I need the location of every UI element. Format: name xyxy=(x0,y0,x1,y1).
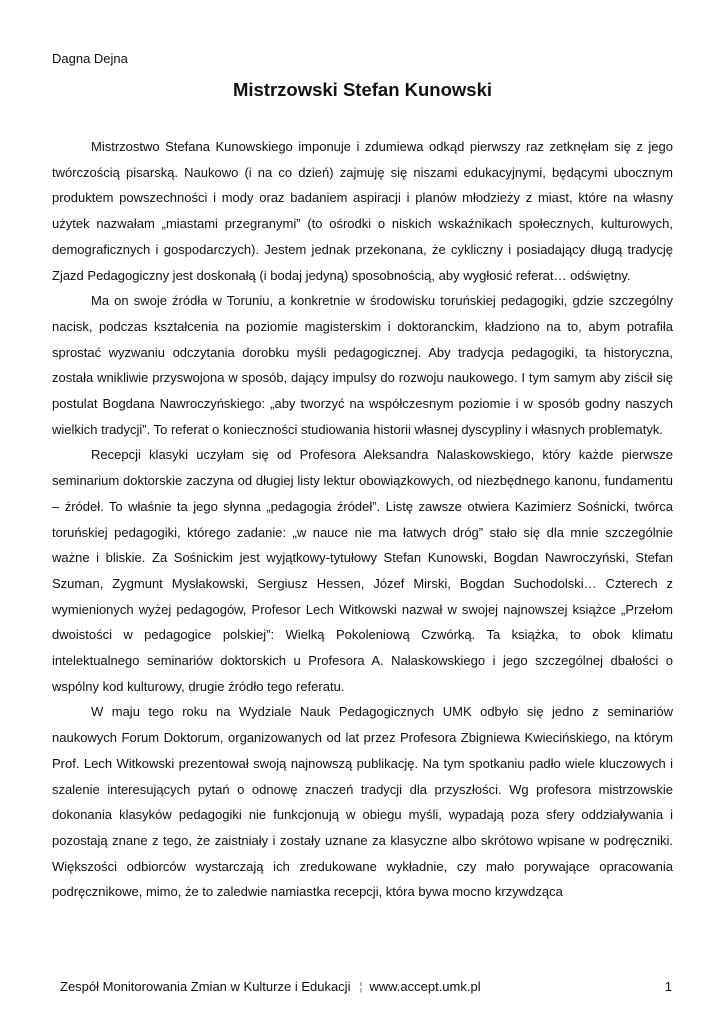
author-name: Dagna Dejna xyxy=(52,51,128,66)
footer-website: www.accept.umk.pl xyxy=(369,979,481,994)
document-body xyxy=(52,134,673,934)
paragraph: Mistrzostwo Stefana Kunowskiego imponuje i zdumiewa odkąd pierwszy raz zetknęłam się z jego twórczością pisarską. Naukowo (i na co dzień) zajmuję się niszami edukacyjnymi, będącymi ubocznym produktem powszechności i mody oraz badaniem aspiracji i planów młodzieży z miast, które na własny użytek nazwałam „miastami przegranymi” (to ośrodki o niskich wskaźnikach społecznych, kulturowych, demograficznych i gospodarczych). Jestem jednak przekonana, że cykliczny i posiadający długą tradycję Zjazd Pedagogiczny jest doskonałą (i bodaj jedyną) sposobnością, aby wygłosić referat… odświętny. xyxy=(52,139,673,283)
paragraph: W maju tego roku na Wydziale Nauk Pedagogicznych UMK odbyło się jedno z seminariów naukowych Forum Doktorum, organizowanych od lat przez Profesora Zbigniewa Kwiecińskiego, na którym Prof. Lech Witkowski prezentował swoją najnowszą publikację. Na tym spotkaniu padło wiele kluczowych i szalenie interesujących pytań o odnowę znaczeń tradycji dla przyszłości. Wg profesora mistrzowskie dokonania klasyków pedagogiki nie funkcjonują w obiegu myśli, wypadają poza sfery oddziaływania i pozostają znane z tego, że zaistniały i zostały uznane za klasyczne albo skrótowo wpisane w podręczniki. Większości odbiorców wystarczają ich zredukowane wykładnie, czy mało porywające opracowania podręcznikowe, mimo, że to zaledwie namiastka recepcji, która bywa mocno krzywdząca xyxy=(52,704,673,900)
paragraph: Ma on swoje źródła w Toruniu, a konkretnie w środowisku toruńskiej pedagogiki, gdzie szczególny nacisk, podczas kształcenia na poziomie magisterskim i doktoranckim, kładziono na to, abym potrafiła sprostać wyzwaniu odczytania dorobku myśli pedagogicznej. Aby tradycja pedagogiki, ta historyczna, została wnikliwie przyswojona w sposób, dający impulsy do rozwoju naukowego. I tym samym aby ziścił się postulat Bogdana Nawroczyńskiego: „aby tworzyć na współczesnym poziomie i w sposób godny naszych wielkich tradycji”. To referat o konieczności studiowania historii własnej dyscypliny i własnych problematyk. xyxy=(52,293,673,437)
footer-separator: ¦ xyxy=(359,981,363,993)
page-footer xyxy=(60,978,672,996)
document-title: Mistrzowski Stefan Kunowski xyxy=(232,79,493,100)
paragraph: Recepcji klasyki uczyłam się od Profesora Aleksandra Nalaskowskiego, który każde pierwsze seminarium doktorskie zaczyna od długiej listy lektur obowiązkowych, od niezbędnego kanonu, fundamentu – źródeł. To właśnie ta jego słynna „pedagogia źródeł”. Listę zawsze otwiera Kazimierz Sośnicki, twórca toruńskiej pedagogiki, którego zadanie: „w nauce nie ma łatwych dróg” stało się dla mnie szczególnie ważne i bliskie. Za Sośnickim jest wyjątkowy-tytułowy Stefan Kunowski, Bogdan Nawroczyński, Stefan Szuman, Zygmunt Mysłakowski, Sergiusz Hessen, Józef Mirski, Bogdan Suchodolski… Czterech z wymienionych wyżej pedagogów, Profesor Lech Witkowski nazwał w swojej najnowszej książce „Przełom dwoistości w pedagogice polskiej”: Wielką Pokoleniową Czwórką. Ta książka, to obok klimatu intelektualnego seminariów doktorskich u Profesora A. Nalaskowskiego i jego szczególnej dbałości o wspólny kod kulturowy, drugie źródło tego referatu. xyxy=(52,447,673,694)
page-number: 1 xyxy=(664,979,672,994)
footer-organization: Zespół Monitorowania Zmian w Kulturze i Edukacji xyxy=(60,979,351,994)
